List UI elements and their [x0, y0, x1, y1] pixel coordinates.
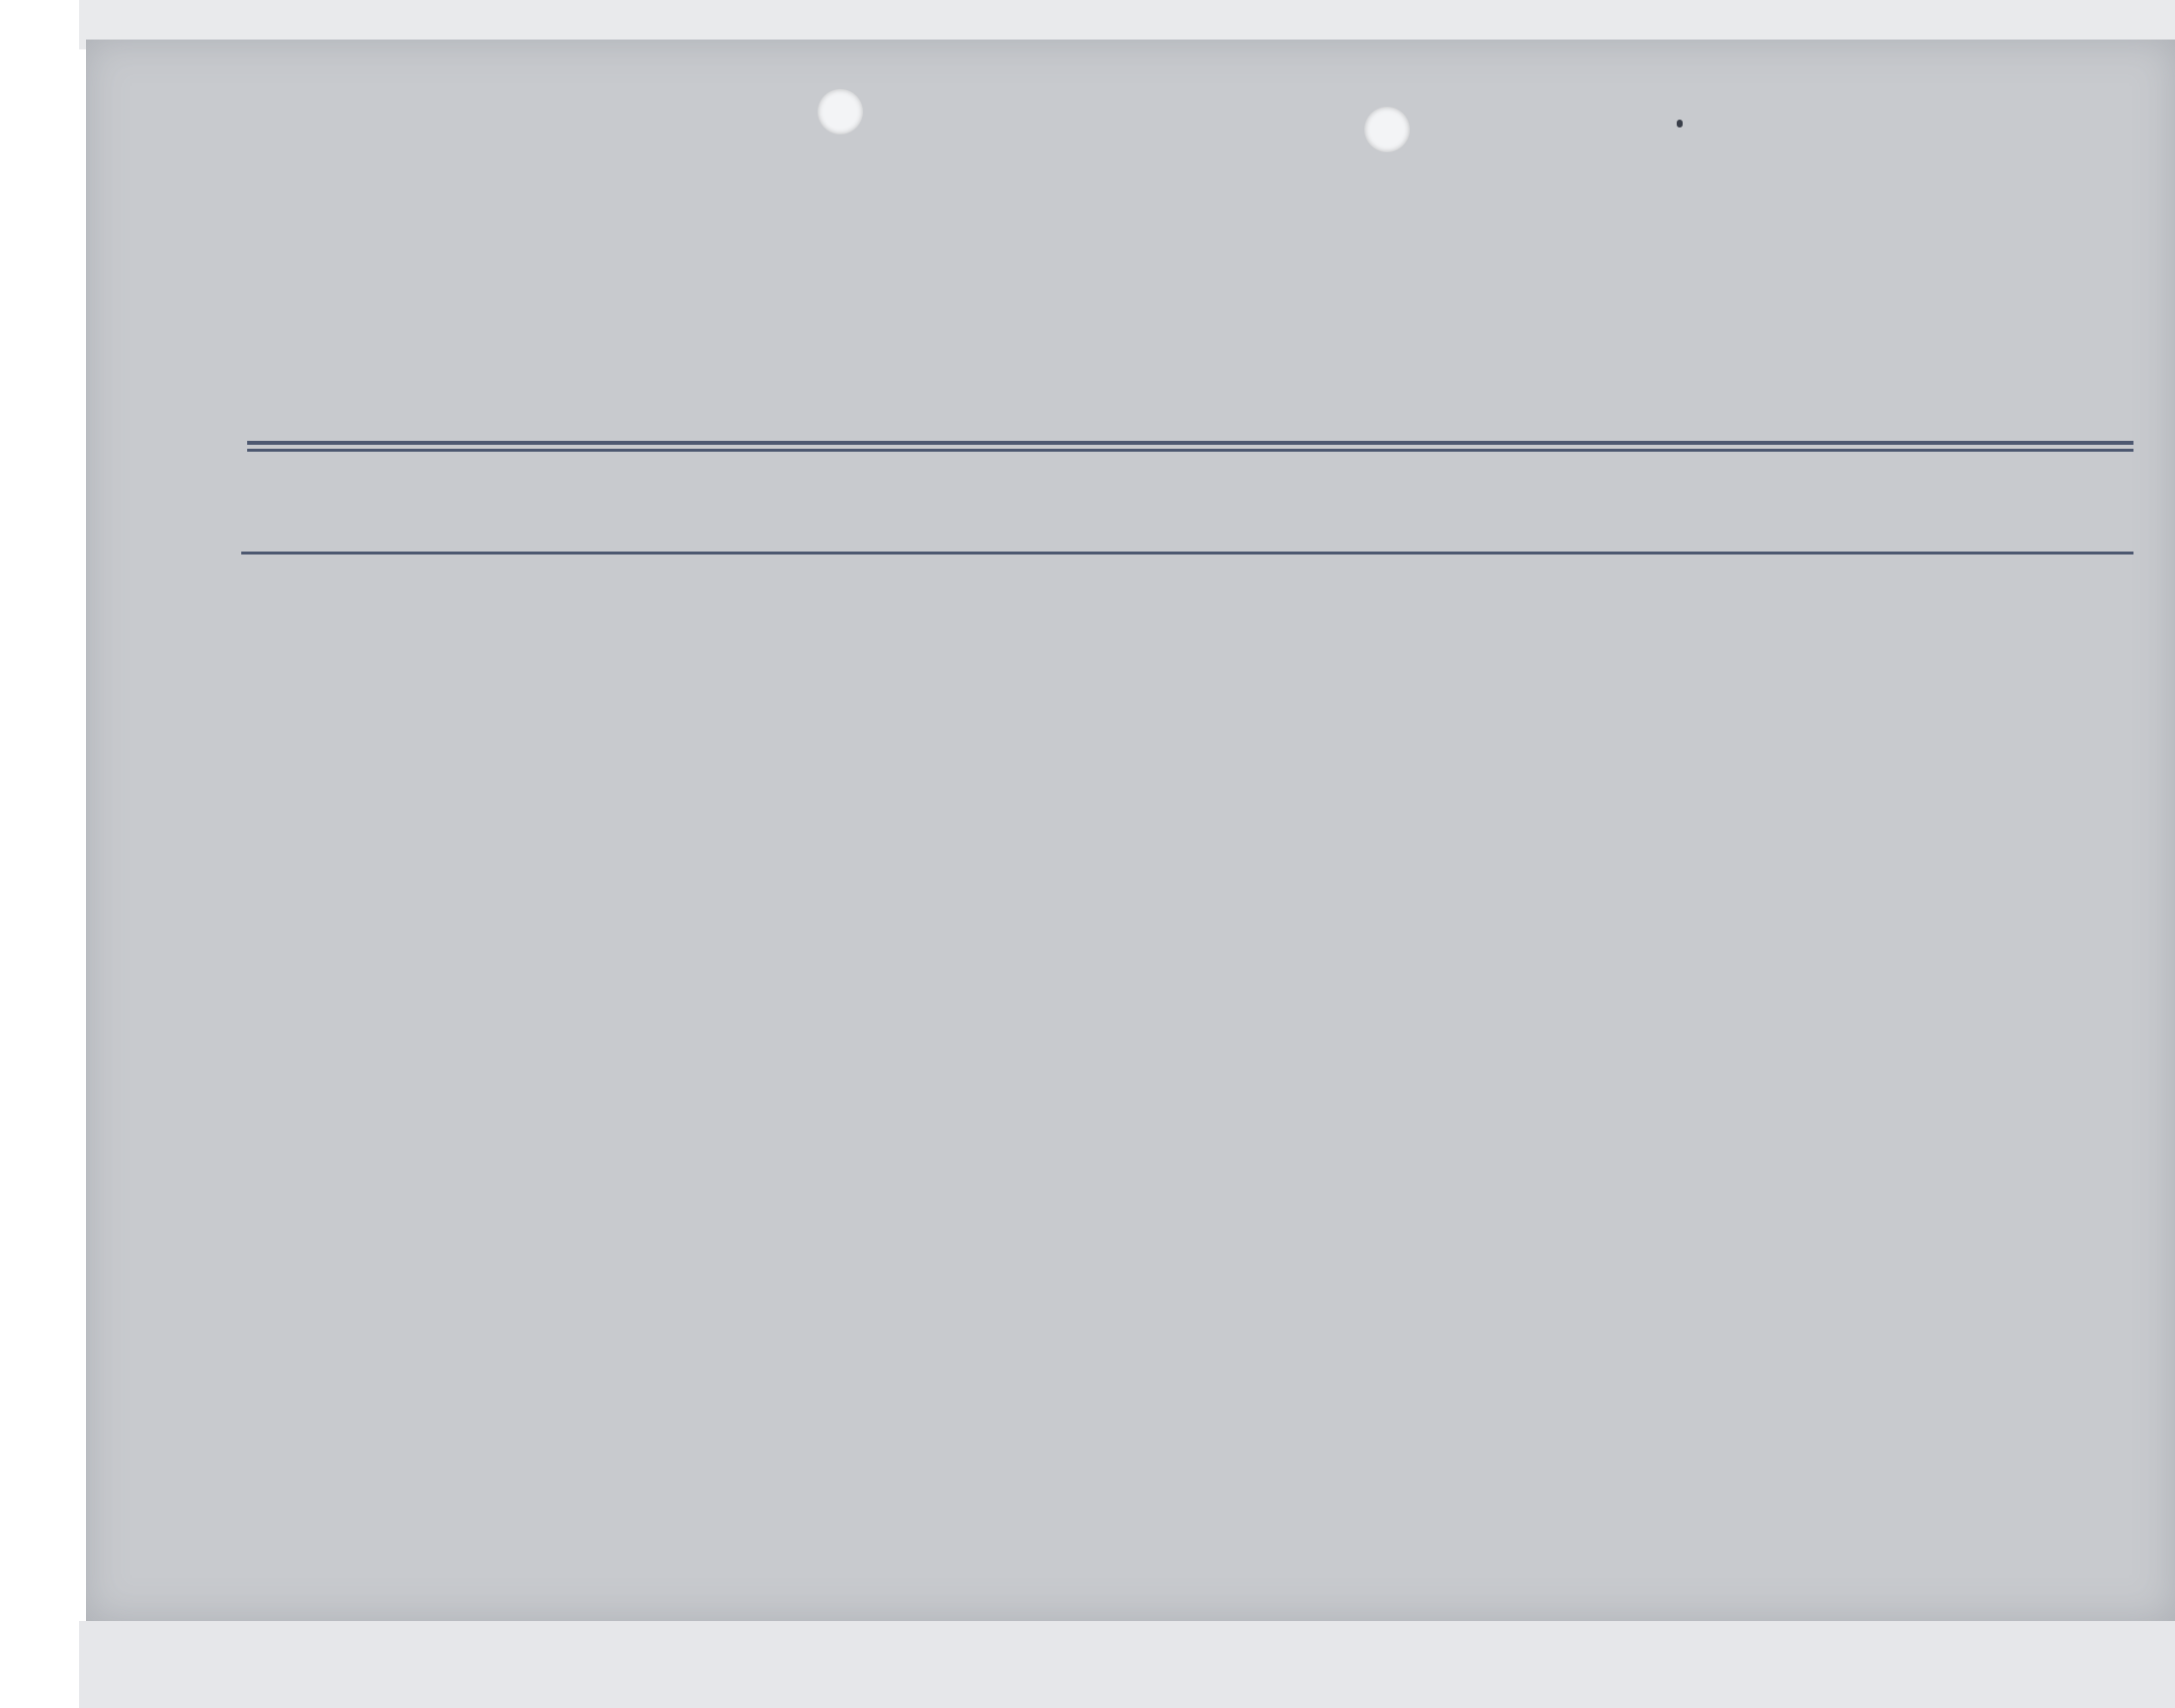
document-sheet — [86, 40, 2175, 1621]
table-top-rule-inner — [247, 449, 2133, 452]
scan-background-bottom — [79, 1621, 2175, 1708]
punch-hole — [818, 89, 863, 134]
ink-speck — [1677, 120, 1683, 128]
table-top-rule — [247, 441, 2133, 445]
header-divider — [241, 552, 2133, 555]
scan-margin — [0, 0, 79, 1708]
punch-hole — [1364, 107, 1410, 152]
